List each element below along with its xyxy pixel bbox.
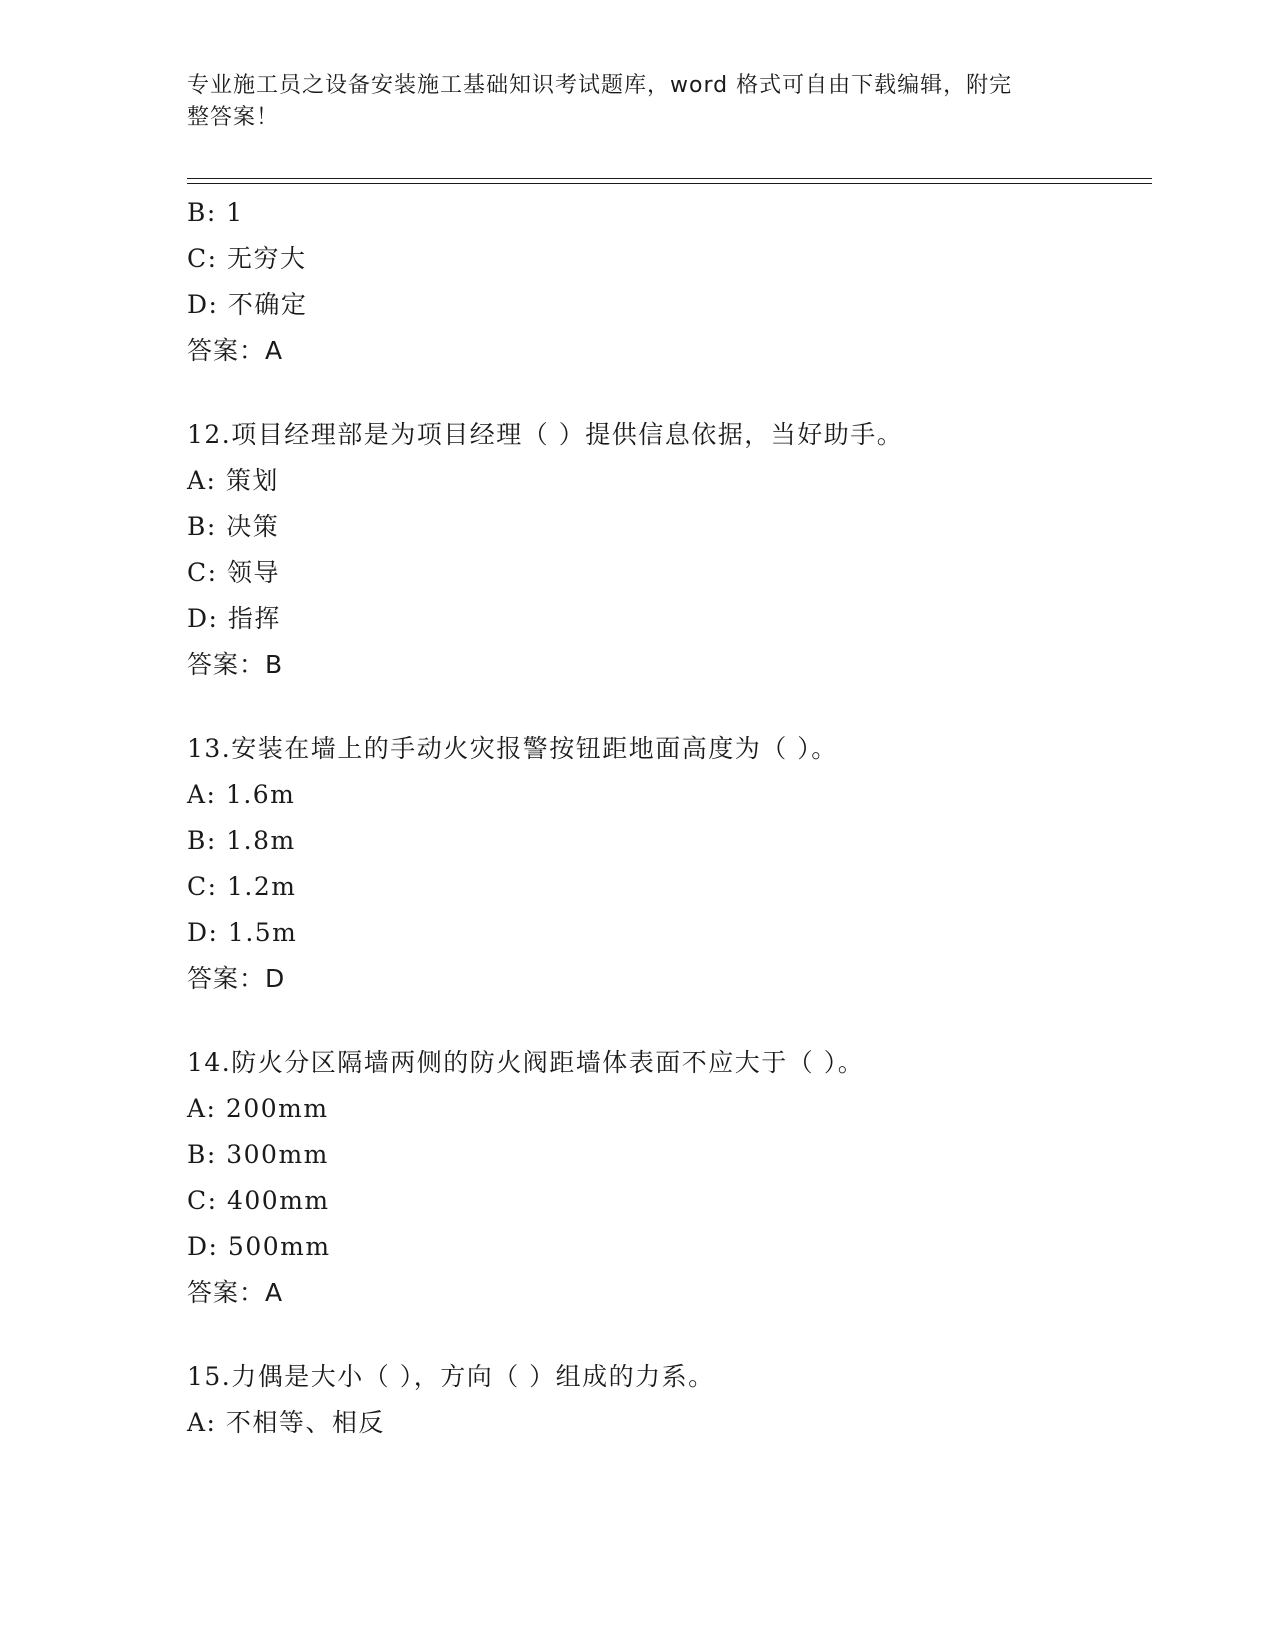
header-line-2: 整答案！ — [187, 105, 280, 130]
spacer — [187, 374, 1152, 412]
option-d: D: 1.5m — [187, 918, 298, 947]
question-text: 15.力偶是大小（ ），方向（ ）组成的力系。 — [187, 1362, 715, 1391]
option-a: A: 200mm — [187, 1094, 329, 1123]
option-d: D: 500mm — [187, 1232, 331, 1261]
question-text: 14.防火分区隔墙两侧的防火阀距墙体表面不应大于（ ）。 — [187, 1048, 865, 1077]
question-block-15 — [187, 1354, 1152, 1446]
document-header — [187, 70, 1067, 134]
question-block-13 — [187, 726, 1152, 1002]
option-a: A: 1.6m — [187, 780, 296, 809]
answer: 答案：D — [187, 964, 286, 993]
header-divider-top — [187, 178, 1152, 179]
option-b: B: 决策 — [187, 512, 280, 541]
question-block-12 — [187, 412, 1152, 688]
spacer — [187, 688, 1152, 726]
header-line-1: 专业施工员之设备安装施工基础知识考试题库，word 格式可自由下载编辑，附完 — [187, 73, 1013, 98]
option-a: A: 策划 — [187, 466, 279, 495]
option-c: C: 1.2m — [187, 872, 297, 901]
header-divider-bottom — [187, 183, 1152, 184]
spacer — [187, 1316, 1152, 1354]
spacer — [187, 1002, 1152, 1040]
question-block-14 — [187, 1040, 1152, 1316]
question-list — [187, 190, 1152, 1446]
option-c: C: 无穷大 — [187, 244, 307, 273]
option-d: D: 不确定 — [187, 290, 308, 319]
option-c: C: 领导 — [187, 558, 280, 587]
question-block-11 — [187, 190, 1152, 374]
answer: 答案：B — [187, 650, 284, 679]
answer: 答案：A — [187, 336, 284, 365]
question-text: 13.安装在墙上的手动火灾报警按钮距地面高度为（ ）。 — [187, 734, 838, 763]
option-b: B: 1.8m — [187, 826, 296, 855]
option-b: B: 1 — [187, 198, 244, 227]
option-a: A: 不相等、相反 — [187, 1408, 385, 1437]
answer: 答案：A — [187, 1278, 284, 1307]
option-b: B: 300mm — [187, 1140, 329, 1169]
question-text: 12.项目经理部是为项目经理（ ）提供信息依据，当好助手。 — [187, 420, 904, 449]
option-d: D: 指挥 — [187, 604, 281, 633]
option-c: C: 400mm — [187, 1186, 330, 1215]
